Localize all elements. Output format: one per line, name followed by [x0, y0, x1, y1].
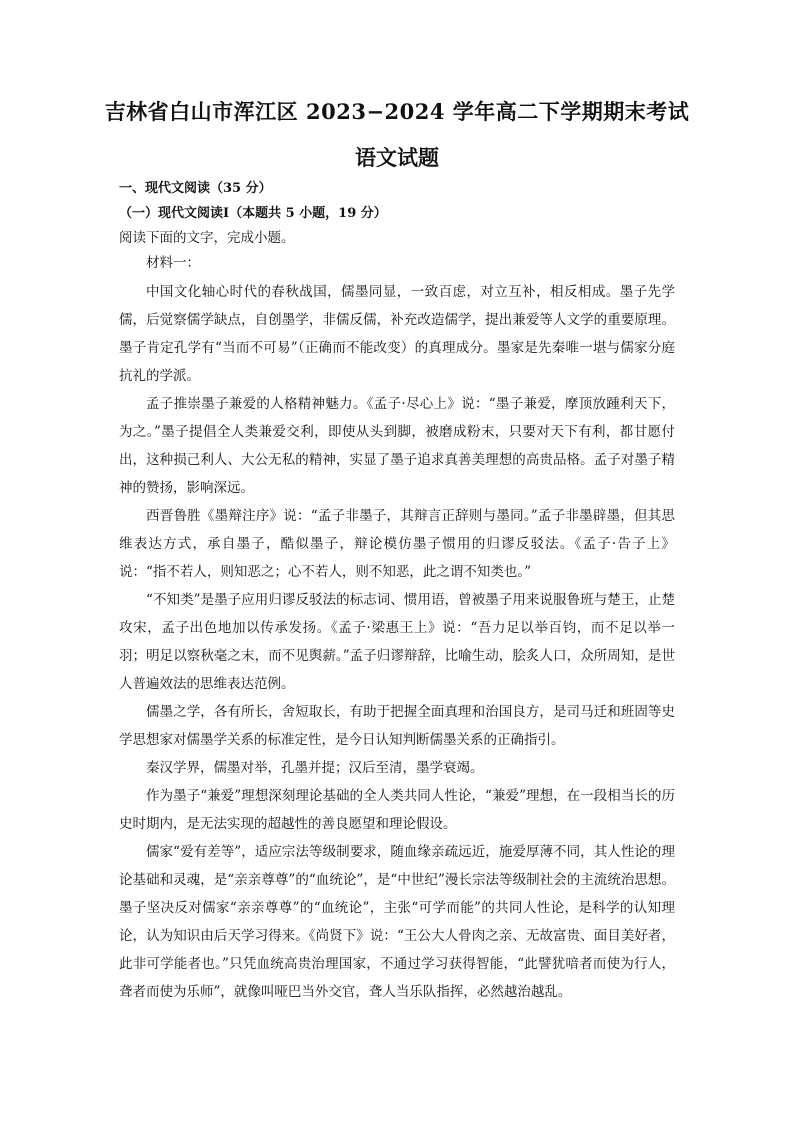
paragraph: 儒家“爱有差等”，适应宗法等级制要求，随血缘亲疏远近，施爱厚薄不同，其人性论的理论基础和灵魂，是“亲亲尊尊”的“血统论”，是“中世纪”漫长宗法等级制社会的主流统治思想。墨子坚决反对儒家“亲亲尊尊”的“血统论”，主张“可学而能”的共同人性论，是科学的认知理论，认为知识由后天学习得来。《尚贤下》说：“王公大人骨肉之亲、无故富贵、面目美好者，此非可学能者也。”只凭血统高贵治理国家，不通过学习获得智能，“此譬犹喑者而使为行人，聋者而使为乐师”，就像叫哑巴当外交官，聋人当乐队指挥，必然越治越乱。	[119, 844, 675, 1000]
paragraph: 作为墨子“兼爱”理想深刻理论基础的全人类共同人性论，“兼爱”理想，在一段相当长的历史时期内，是无法实现的超越性的善良愿望和理论假设。	[119, 788, 675, 832]
document-body	[119, 176, 675, 1006]
document-subtitle: 语文试题	[355, 145, 439, 170]
subsection-heading: （一）现代文阅读Ⅰ（本题共 5 小题，19 分）	[119, 206, 387, 221]
document-title: 吉林省白山市浑江区 2023−2024 学年高二下学期期末考试	[104, 99, 690, 124]
instruction-text: 阅读下面的文字，完成小题。	[119, 230, 295, 246]
paragraph: 秦汉学界，儒墨对举，孔墨并提；汉后至清，墨学衰竭。	[146, 760, 484, 776]
material-label: 材料一：	[146, 255, 200, 271]
paragraph: 中国文化轴心时代的春秋战国，儒墨同显，一致百虑，对立互补，相反相成。墨子先学儒，后觉察儒学缺点，自创墨学，非儒反儒，补充改造儒学，提出兼爱等人文学的重要原理。墨子肯定孔学有“当而不可易”（正确而不能改变）的真理成分。墨家是先秦唯一堪与儒家分庭抗礼的学派。	[119, 284, 675, 384]
section-heading: 一、现代文阅读（35 分）	[119, 181, 272, 196]
paragraph: 西晋鲁胜《墨辩注序》说：“孟子非墨子，其辩言正辞则与墨同。”孟子非墨辟墨，但其思维表达方式，承自墨子，酷似墨子，辩论模仿墨子惯用的归谬反驳法。《孟子·告子上》说：“指不若人，则知恶之；心不若人，则不知恶，此之谓不知类也。”	[119, 508, 675, 580]
paragraph: 孟子推崇墨子兼爱的人格精神魅力。《孟子·尽心上》说：“墨子兼爱，摩顶放踵利天下，为之。”墨子提倡全人类兼爱交利，即使从头到脚，被磨成粉末，只要对天下有利，都甘愿付出，这种损己利人、大公无私的精神，实显了墨子追求真善美理想的高贵品格。孟子对墨子精神的赞扬，影响深远。	[119, 396, 675, 496]
paragraph: “不知类”是墨子应用归谬反驳法的标志词、惯用语，曾被墨子用来说服鲁班与楚王，止楚攻宋，孟子出色地加以传承发扬。《孟子·梁惠王上》说：“吾力足以举百钧，而不足以举一羽；明足以察秋毫之末，而不见舆薪。”孟子归谬辩辞，比喻生动，脍炙人口，众所周知，是世人普遍效法的思维表达范例。	[119, 592, 675, 692]
paragraph: 儒墨之学，各有所长，舍短取长，有助于把握全面真理和治国良方，是司马迁和班固等史学思想家对儒墨学关系的标准定性，是今日认知判断儒墨关系的正确指引。	[119, 704, 675, 748]
